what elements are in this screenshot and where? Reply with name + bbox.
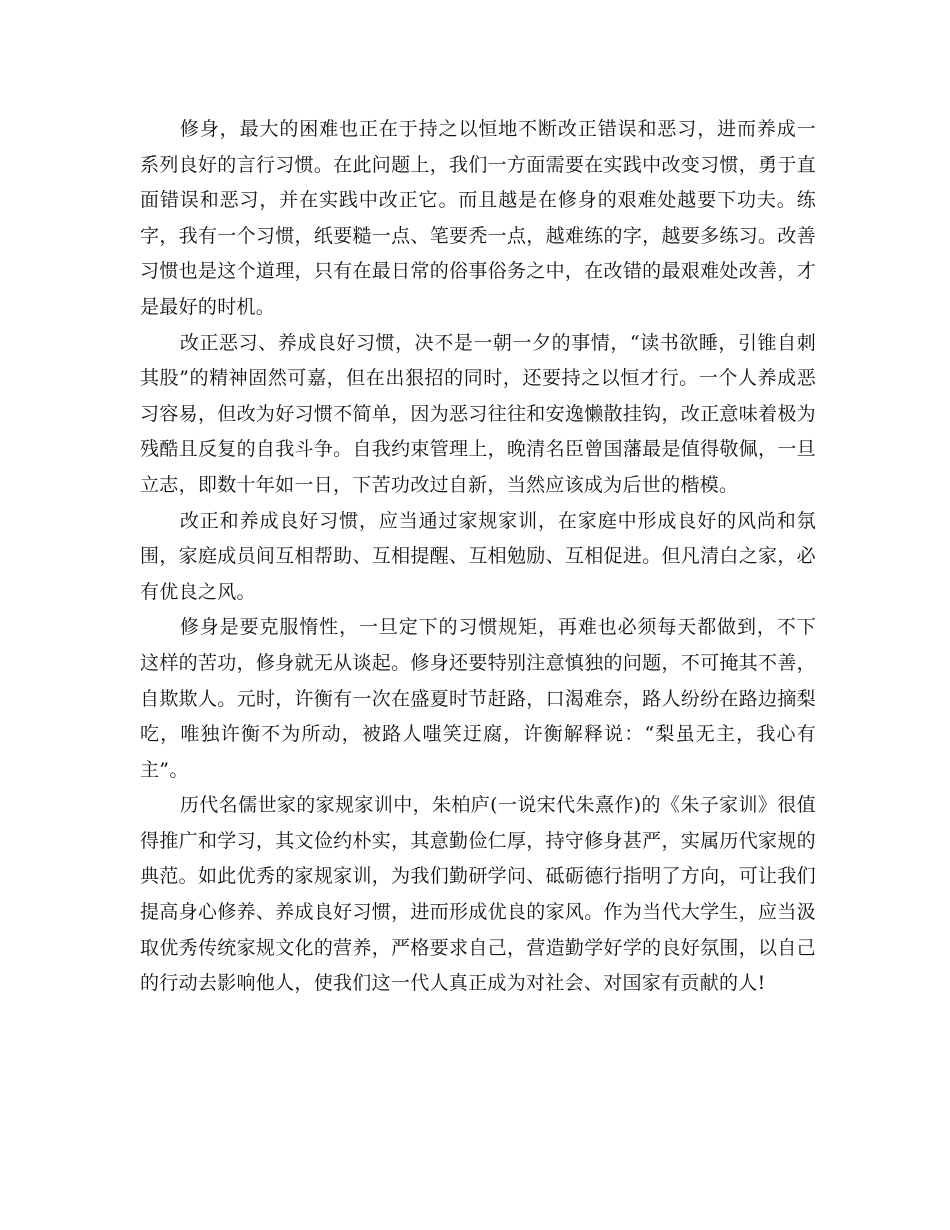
paragraph-3: 改正和养成良好习惯，应当通过家规家训，在家庭中形成良好的风尚和氛围，家庭成员间互相帮助、互相提醒、互相勉励、互相促进。但凡清白之家，必有优良之风。: [140, 509, 816, 603]
paragraph-5: 历代名儒世家的家规家训中，朱柏庐(一说宋代朱熹作)的《朱子家训》很值得推广和学习，其文俭约朴实，其意勤俭仁厚，持守修身甚严，实属历代家规的典范。如此优秀的家规家训，为我们勤研学问、砥砺德行指明了方向，可让我们提高身心修养、养成良好习惯，进而形成优良的家风。作为当代大学生，应当汲取优秀传统家规文化的营养，严格要求自己，营造勤学好学的良好氛围，以自己的行动去影响他人，使我们这一代人真正成为对社会、对国家有贡献的人!: [140, 794, 816, 995]
paragraph-1: 修身，最大的困难也正在于持之以恒地不断改正错误和恶习，进而养成一系列良好的言行习惯。在此问题上，我们一方面需要在实践中改变习惯，勇于直面错误和恶习，并在实践中改正它。而且越是在修身的艰难处越要下功夫。练字，我有一个习惯，纸要糙一点、笔要秃一点，越难练的字，越要多练习。改善习惯也是这个道理，只有在最日常的俗事俗务之中，在改错的最艰难处改善，才是最好的时机。: [140, 118, 816, 318]
paragraph-4: 修身是要克服惰性，一旦定下的习惯规矩，再难也必须每天都做到，不下这样的苦功，修身就无从谈起。修身还要特别注意慎独的问题，不可掩其不善，自欺欺人。元时，许衡有一次在盛夏时节赶路，口渴难奈，路人纷纷在路边摘梨吃，唯独许衡不为所动，被路人嗤笑迂腐，许衡解释说：“梨虽无主，我心有主”。: [140, 616, 816, 781]
paragraph-2: 改正恶习、养成良好习惯，决不是一朝一夕的事情，“读书欲睡，引锥自刺其股”的精神固然可嘉，但在出狠招的同时，还要持之以恒才行。一个人养成恶习容易，但改为好习惯不简单，因为恶习往往和安逸懒散挂钩，改正意味着极为残酷且反复的自我斗争。自我约束管理上，晚清名臣曾国藩最是值得敬佩，一旦立志，即数十年如一日，下苦功改过自新，当然应该成为后世的楷模。: [140, 331, 816, 496]
document-page: [140, 112, 816, 1002]
